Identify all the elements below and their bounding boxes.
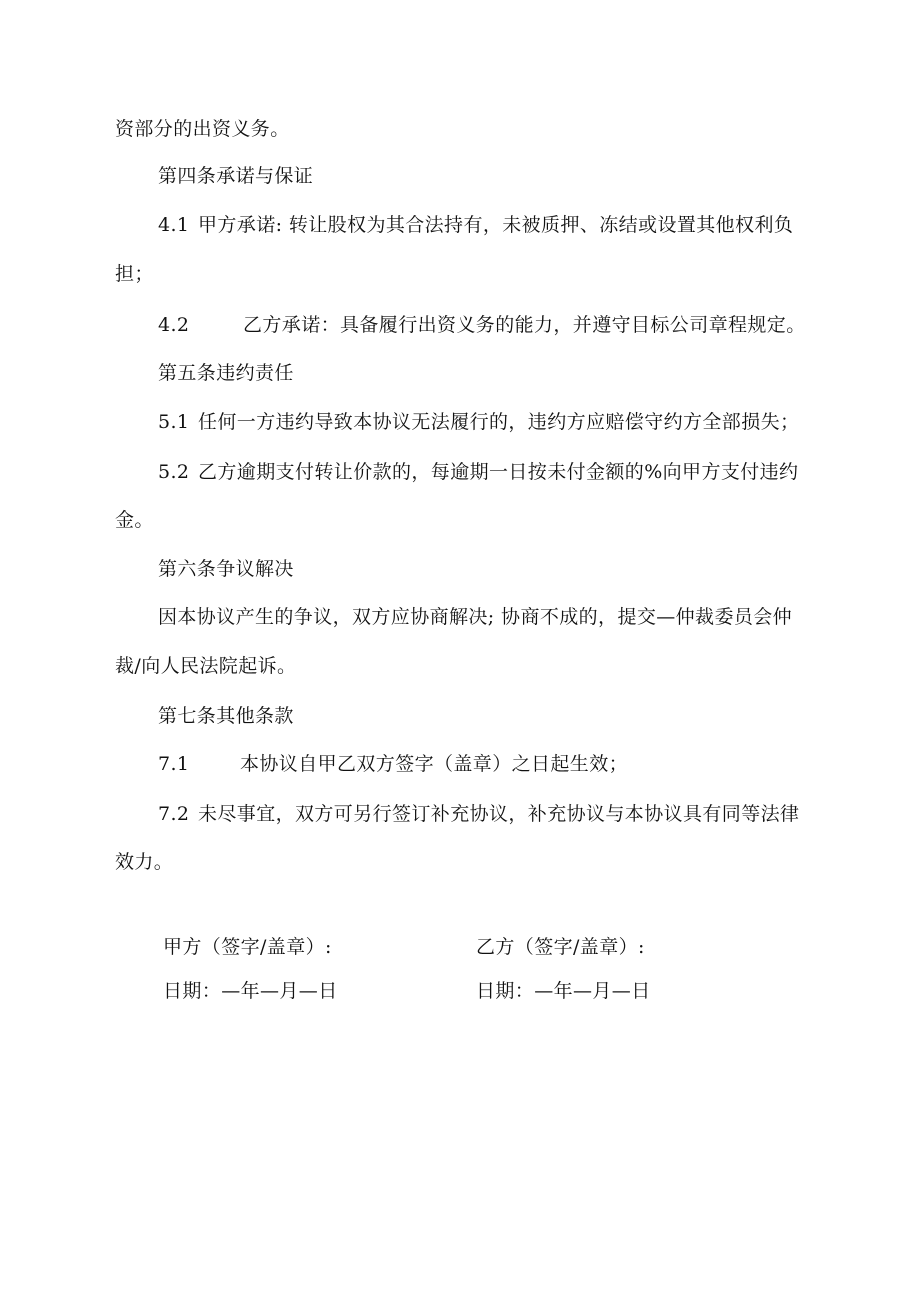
article-4-heading: 第四条承诺与保证 <box>158 165 314 187</box>
article-5-heading: 第五条违约责任 <box>158 362 294 384</box>
clause-5-2 <box>158 460 798 484</box>
party-b-signature-label: 乙方（签字/盖章）: <box>476 936 645 958</box>
continuation-line: 资部分的出资义务。 <box>115 118 290 140</box>
article-6-text: 因本协议产生的争议，双方应协商解决; 协商不成的，提交—仲裁委员会仲 <box>158 606 793 628</box>
party-a-date: 日期：—年—月—日 <box>163 980 338 1002</box>
clause-7-2 <box>158 802 799 826</box>
clause-5-1 <box>158 410 799 434</box>
clause-number: 5.1 <box>158 411 190 433</box>
clause-7-1 <box>158 752 628 776</box>
clause-4-1-continuation: 担； <box>115 263 154 285</box>
clause-7-2-continuation: 效力。 <box>115 851 174 873</box>
clause-4-2 <box>158 313 806 337</box>
clause-text: 甲方承诺: 转让股权为其合法持有，未被质押、冻结或设置其他权利负 <box>198 214 794 236</box>
party-b-date: 日期：—年—月—日 <box>476 980 651 1002</box>
article-7-heading: 第七条其他条款 <box>158 705 294 727</box>
clause-5-2-continuation: 金。 <box>115 509 154 531</box>
clause-number: 4.1 <box>158 214 190 236</box>
clause-number: 7.1 <box>158 753 190 775</box>
clause-text: 乙方承诺：具备履行出资义务的能力，并遵守目标公司章程规定。 <box>243 314 806 336</box>
clause-number: 4.2 <box>158 314 190 336</box>
article-6-continuation: 裁/向人民法院起诉。 <box>115 655 297 677</box>
clause-text: 乙方逾期支付转让价款的，每逾期一日按未付金额的%向甲方支付违约 <box>198 461 799 483</box>
article-6-heading: 第六条争议解决 <box>158 558 294 580</box>
clause-text: 任何一方违约导致本协议无法履行的，违约方应赔偿守约方全部损失； <box>198 411 800 433</box>
clause-text: 本协议自甲乙双方签字（盖章）之日起生效； <box>240 753 629 775</box>
clause-number: 5.2 <box>158 461 190 483</box>
clause-number: 7.2 <box>158 803 190 825</box>
clause-4-1 <box>158 213 793 237</box>
clause-text: 未尽事宜，双方可另行签订补充协议，补充协议与本协议具有同等法律 <box>198 803 800 825</box>
party-a-signature-label: 甲方（签字/盖章）: <box>163 936 332 958</box>
